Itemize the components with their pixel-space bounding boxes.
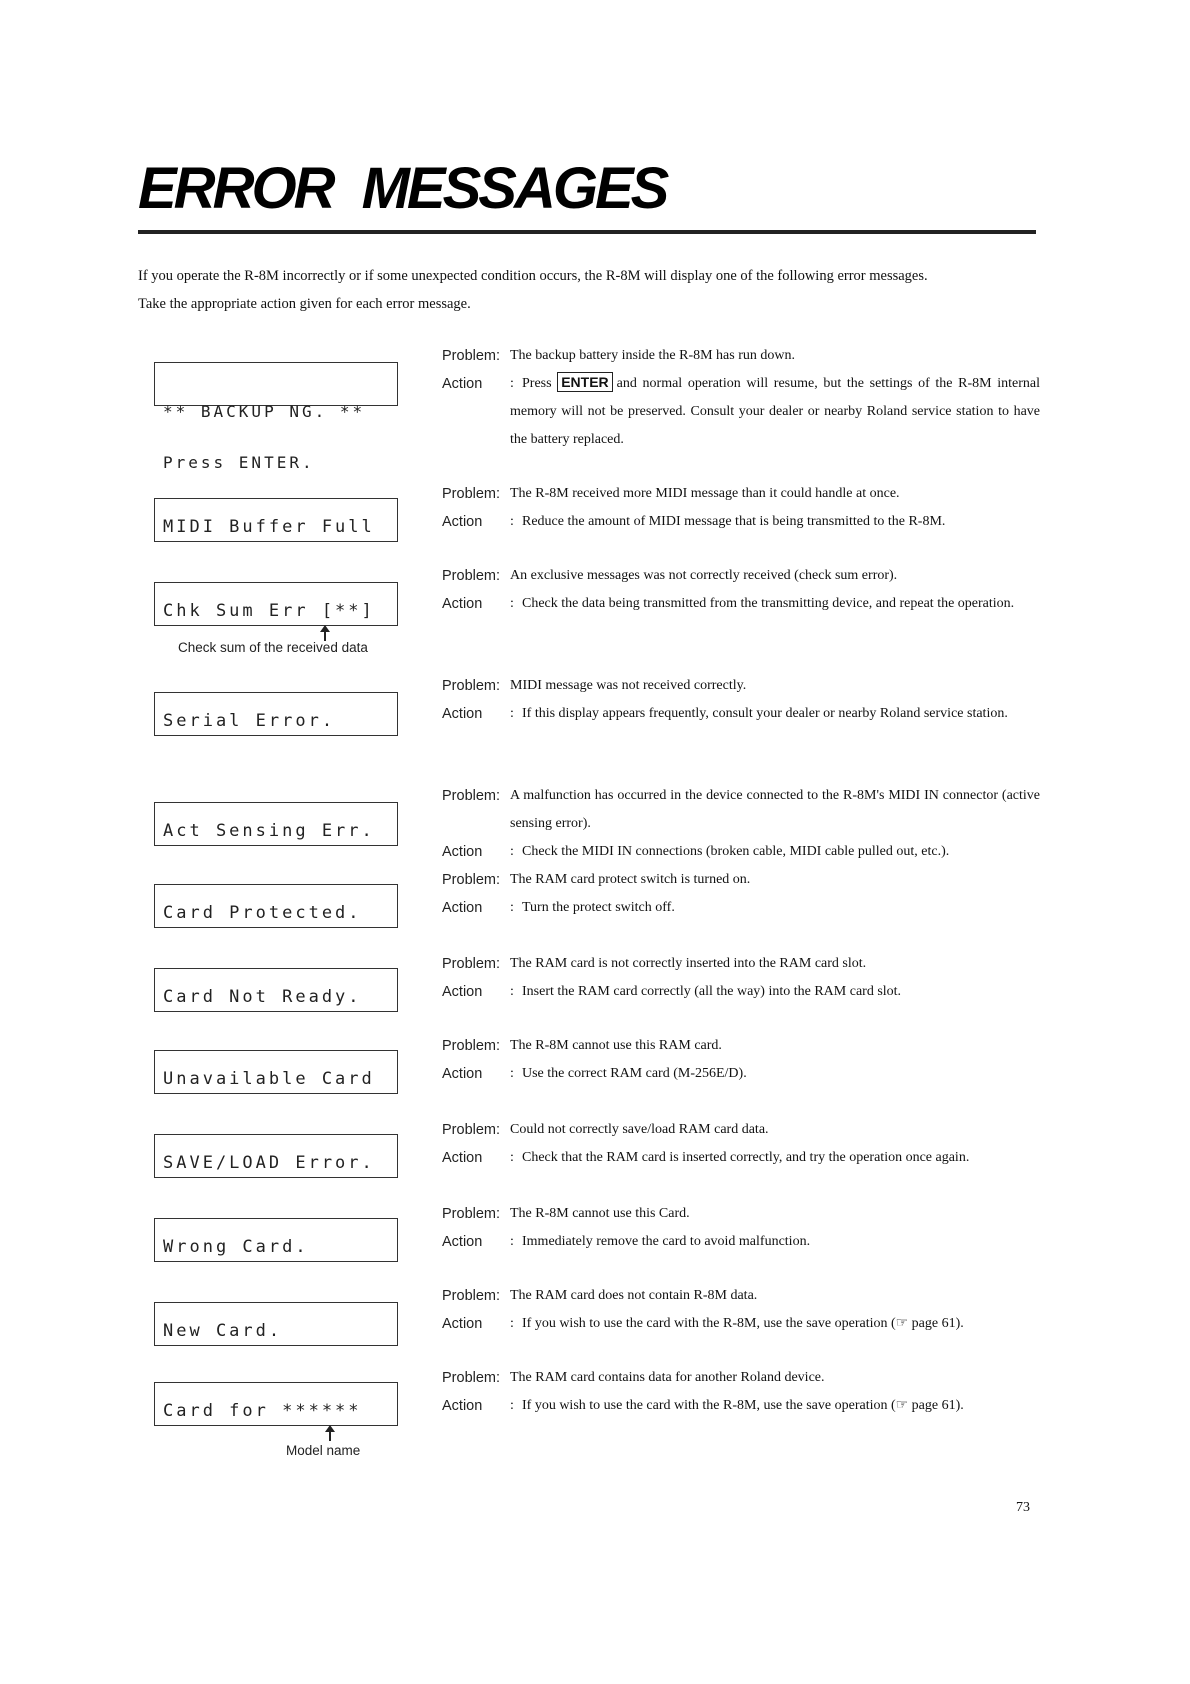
lcd-display-midi-buffer-full: [154, 498, 398, 542]
lcd-display-backup-ng: [154, 362, 398, 472]
problem-label: Problem:: [442, 872, 501, 888]
problem-label: Problem:: [442, 568, 501, 584]
action-text: : Press ENTER and normal operation will resume, but the settings of the R-8M internal memory will not be preserved. Consult your dealer or nearby Roland service station to have the battery replaced.: [510, 374, 1040, 447]
lcd-display-unavailable-card: [154, 1050, 398, 1094]
lcd-display-act-sensing-err: [154, 802, 398, 846]
lcd-line-1: MIDI Buffer Full: [163, 517, 375, 537]
error-entry-card-for: [442, 1364, 1040, 1420]
error-entry-unavailable-card: [442, 1032, 1040, 1088]
problem-text: The RAM card does not contain R-8M data.: [510, 1288, 758, 1303]
problem-text: MIDI message was not received correctly.: [510, 678, 747, 693]
error-entry-card-protected: [442, 866, 1040, 922]
action-label: Action: [442, 1398, 483, 1414]
problem-text: The RAM card is not correctly inserted into the RAM card slot.: [510, 956, 867, 971]
intro-line-1: If you operate the R-8M incorrectly or if some unexpected condition occurs, the R-8M will display one of the following error messages.: [138, 268, 928, 284]
lcd-line-1: Card Not Ready.: [163, 987, 362, 1007]
action-label: Action: [442, 706, 483, 722]
lcd-display-save-load-error: [154, 1134, 398, 1178]
action-label: Action: [442, 1234, 483, 1250]
lcd-display-wrong-card: [154, 1218, 398, 1262]
lcd-line-1: SAVE/LOAD Error.: [163, 1153, 375, 1173]
error-entry-midi-buffer-full: [442, 480, 1040, 536]
action-text: : Check the data being transmitted from the transmitting device, and repeat the operation.: [510, 596, 1015, 611]
problem-label: Problem:: [442, 1288, 501, 1304]
error-entry-act-sensing-err: [442, 782, 1040, 866]
lcd-display-card-protected: [154, 884, 398, 928]
action-text: : Immediately remove the card to avoid malfunction.: [510, 1234, 811, 1249]
page-title: ERROR MESSAGES: [138, 156, 667, 221]
page-number: 73: [1016, 1500, 1030, 1515]
problem-text: The RAM card protect switch is turned on.: [510, 872, 751, 887]
error-entry-new-card: [442, 1282, 1040, 1338]
problem-label: Problem:: [442, 1038, 501, 1054]
action-text: : Check that the RAM card is inserted correctly, and try the operation once again.: [510, 1150, 970, 1165]
intro-line-2: Take the appropriate action given for each error message.: [138, 296, 471, 312]
lcd-line-1: Card Protected.: [163, 903, 362, 923]
problem-label: Problem:: [442, 788, 501, 804]
title-rule: [138, 230, 1036, 234]
lcd-line-2: Press ENTER.: [163, 453, 315, 472]
problem-text: The R-8M received more MIDI message than it could handle at once.: [510, 486, 900, 501]
lcd-line-1: New Card.: [163, 1321, 283, 1341]
action-text: : Check the MIDI IN connections (broken cable, MIDI cable pulled out, etc.).: [510, 844, 950, 859]
problem-text: A malfunction has occurred in the device connected to the R-8M's MIDI IN connector (active sensing error).: [510, 788, 1040, 831]
action-body: and normal operation will resume, but the settings of the R-8M internal memory will not be preserved. Consult your dealer or nearby Roland service station to have the battery replaced.: [510, 376, 1040, 447]
problem-text: The RAM card contains data for another Roland device.: [510, 1370, 825, 1385]
action-label: Action: [442, 844, 483, 860]
problem-label: Problem:: [442, 678, 501, 694]
action-text: : Use the correct RAM card (M-256E/D).: [510, 1066, 747, 1081]
lcd-line-1: Serial Error.: [163, 711, 336, 731]
problem-label: Problem:: [442, 486, 501, 502]
lcd-line-1: Unavailable Card: [163, 1069, 375, 1089]
action-text: : Reduce the amount of MIDI message that is being transmitted to the R-8M.: [510, 514, 946, 529]
lcd-display-chk-sum-err: [154, 582, 398, 626]
error-entry-card-not-ready: [442, 950, 1040, 1006]
problem-label: Problem:: [442, 1122, 501, 1138]
error-entry-wrong-card: [442, 1200, 1040, 1256]
problem-label: Problem:: [442, 1370, 501, 1386]
model-name-note: Model name: [286, 1443, 361, 1458]
problem-text: The R-8M cannot use this RAM card.: [510, 1038, 722, 1053]
action-text: : If this display appears frequently, consult your dealer or nearby Roland service station.: [510, 706, 1008, 721]
lcd-line-1: ** BACKUP NG. **: [163, 402, 366, 421]
problem-text: The backup battery inside the R-8M has run down.: [510, 348, 795, 363]
error-entry-save-load-error: [442, 1116, 1040, 1172]
lcd-display-new-card: [154, 1302, 398, 1346]
error-entry-serial-error: [442, 672, 1040, 728]
problem-text: The R-8M cannot use this Card.: [510, 1206, 690, 1221]
action-text: : If you wish to use the card with the R-8M, use the save operation (☞ page 61).: [510, 1398, 964, 1413]
problem-label: Problem:: [442, 348, 501, 364]
error-entry-backup-ng: [442, 342, 1040, 454]
action-label: Action: [442, 596, 483, 612]
problem-text: An exclusive messages was not correctly received (check sum error).: [510, 568, 898, 583]
action-text: : Turn the protect switch off.: [510, 900, 675, 915]
problem-label: Problem:: [442, 956, 501, 972]
lcd-line-1: Wrong Card.: [163, 1237, 309, 1257]
action-label: Action: [442, 1316, 483, 1332]
lcd-line-1: Act Sensing Err.: [163, 821, 375, 841]
action-text: : If you wish to use the card with the R-8M, use the save operation (☞ page 61).: [510, 1316, 964, 1331]
enter-key-icon: ENTER: [557, 372, 612, 392]
action-label: Action: [442, 376, 483, 392]
lcd-display-serial-error: [154, 692, 398, 736]
lcd-display-card-for: [154, 1382, 398, 1426]
checksum-note: Check sum of the received data: [178, 640, 368, 655]
lcd-line-1: Chk Sum Err [**]: [163, 601, 375, 621]
action-label: Action: [442, 984, 483, 1000]
error-entry-chk-sum-err: [442, 562, 1040, 618]
action-text: : Insert the RAM card correctly (all the way) into the RAM card slot.: [510, 984, 902, 999]
problem-text: Could not correctly save/load RAM card data.: [510, 1122, 769, 1137]
action-label: Action: [442, 514, 483, 530]
lcd-display-card-not-ready: [154, 968, 398, 1012]
problem-label: Problem:: [442, 1206, 501, 1222]
intro-text: [138, 262, 1038, 318]
action-label: Action: [442, 900, 483, 916]
lcd-line-1: Card for ******: [163, 1401, 362, 1421]
action-pre: Press: [522, 376, 552, 391]
action-label: Action: [442, 1150, 483, 1166]
action-label: Action: [442, 1066, 483, 1082]
